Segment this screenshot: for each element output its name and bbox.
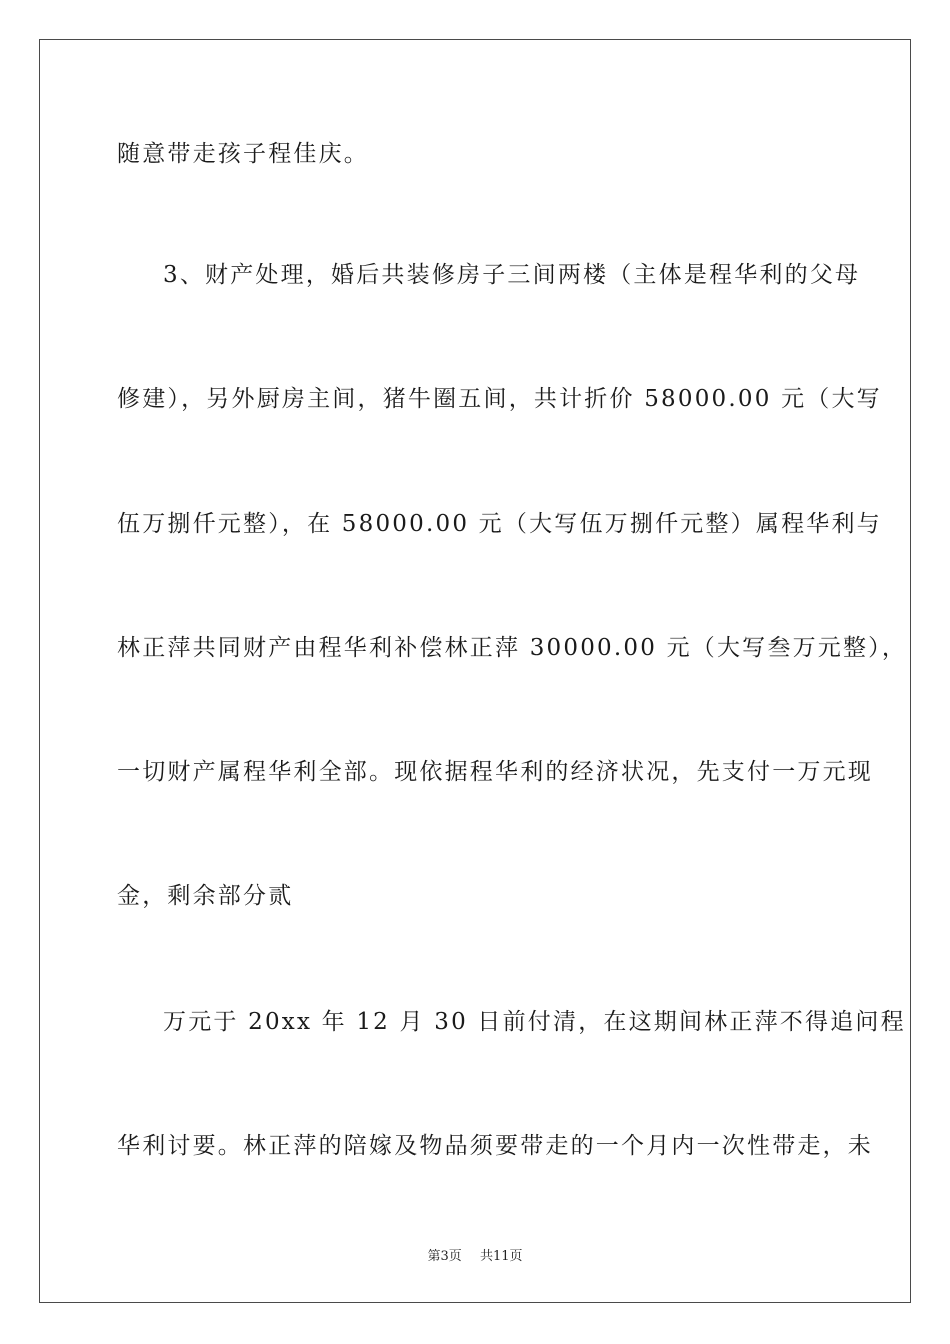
page-footer — [0, 1248, 950, 1266]
page-number: 第3页 — [427, 1249, 462, 1264]
body-line-6: 一切财产属程华利全部。现依据程华利的经济状况，先支付一万元现 — [117, 759, 873, 785]
body-line-2: 3、财产处理，婚后共装修房子三间两楼（主体是程华利的父母 — [163, 262, 861, 288]
body-line-1: 随意带走孩子程佳庆。 — [117, 141, 369, 167]
body-line-3: 修建），另外厨房主间，猪牛圈五间，共计折价 58000.00 元（大写 — [117, 386, 882, 412]
body-line-5: 林正萍共同财产由程华利补偿林正萍 30000.00 元（大写叁万元整）， — [117, 635, 908, 661]
body-line-9: 华利讨要。林正萍的陪嫁及物品须要带走的一个月内一次性带走，未 — [117, 1133, 873, 1159]
body-line-7: 金，剩余部分贰 — [117, 883, 294, 909]
page-border — [39, 39, 911, 1303]
body-line-8: 万元于 20xx 年 12 月 30 日前付清，在这期间林正萍不得追问程 — [163, 1009, 906, 1035]
body-line-4: 伍万捌仟元整），在 58000.00 元（大写伍万捌仟元整）属程华利与 — [117, 511, 882, 537]
total-pages: 共11页 — [479, 1249, 523, 1264]
